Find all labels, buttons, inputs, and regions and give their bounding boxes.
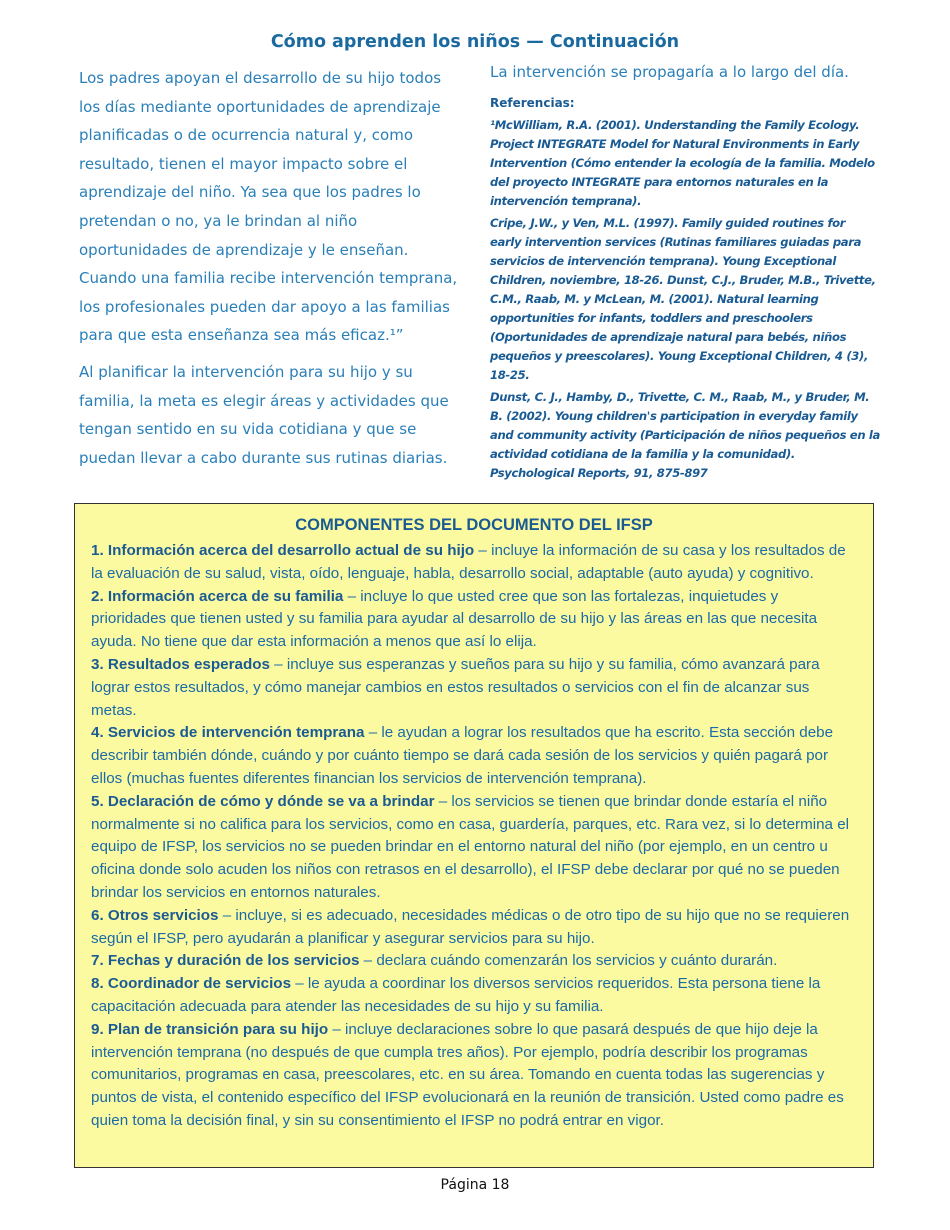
reference-item: Dunst, C. J., Hamby, D., Trivette, C. M., Raab, M., y Bruder, M. B. (2002). Young children's participation in everyday family and community activity (Participación de niños pequeños en la actividad cotidiana de la familia y la comunidad). Psychological Reports, 91, 875-897 (490, 390, 881, 480)
reference-item: Cripe, J.W., y Ven, M.L. (1997). Family guided routines for early intervention services (Rutinas familiares guiadas para servicios de intervención temprana). Young Exceptional Children, noviembre, 18-26. Dunst, C.J., Bruder, M.B., Trivette, C.M., Raab, M. y McLean, M. (2001). Natural learning opportunities for infants, toddlers and preschoolers (Oportunidades de aprendizaje natural para bebés, niños pequeños y preescolares). Young Exceptional Children, 4 (3), 18-25. (490, 216, 876, 382)
component-text: – le ayuda a coordinar los diversos servicios requeridos. Esta persona tiene la capacitación adecuada para atender las necesidades de su hijo y su familia. (91, 975, 821, 1015)
left-paragraph-1: Los padres apoyan el desarrollo de su hijo todos los días mediante oportunidades de aprendizaje planificadas o de ocurrencia natural y, como resultado, tienen el mayor impacto sobre el aprendizaje del niño. Ya sea que los padres lo pretendan o no, ya le brindan al niño oportunidades de aprendizaje y le enseñan. Cuando una familia recibe intervención temprana, los profesionales pueden dar apoyo a las familias para que esta enseñanza sea más eficaz.¹” (79, 69, 458, 345)
component-text: – incluye lo que usted cree que son las fortalezas, inquietudes y prioridades que tienen usted y su familia para ayudar al desarrollo de su hijo y las áreas en las que necesita ayuda. No tiene que dar esta información a menos que así lo elija. (91, 587, 818, 651)
page-number: Página 18 (440, 1177, 510, 1193)
component-text: – incluye, si es adecuado, necesidades médicas o de otro tipo de su hijo que no se requieren según el IFSP, pero ayudarán a planificar y asegurar servicios para su hijo. (91, 906, 850, 947)
component-text: – incluye la información de su casa y los resultados de la evaluación de su salud, vista, oído, lenguaje, habla, desarrollo social, adaptable (auto ayuda) y cognitivo. (91, 542, 846, 582)
component-text: – incluye declaraciones sobre lo que pasará después de que hijo deje la intervención temprana (no después de que cumpla tres años). Por ejemplo, podría describir los programas comunitarios, programas en casa, preescolares, etc. en su área. Tomando en cuenta todas las sugerencias y puntos de vista, el contenido específico del IFSP evolucionará en la reunión de transición. Usted como padre es quien toma la decisión final, y sin su consentimiento el IFSP no podrá entrar en vigor. (91, 1020, 844, 1129)
page-title: Cómo aprenden los niños — Continuación (270, 32, 680, 52)
references-heading: Referencias: (490, 96, 575, 110)
component-title: 6. Otros servicios (91, 906, 219, 924)
ifsp-components-box (74, 503, 874, 1168)
component-item (91, 586, 857, 654)
continuation-text: La intervención se propagaría a lo largo del día. (490, 63, 849, 81)
component-item (91, 654, 857, 722)
component-item (91, 950, 857, 973)
component-text: – le ayudan a lograr los resultados que ha escrito. Esta sección debe describir también dónde, cuándo y por cuánto tiempo se dará cada sesión de los servicios y quién pagará por ellos (muchas fuentes diferentes financian los servicios de intervención temprana). (91, 724, 834, 787)
component-title: 9. Plan de transición para su hijo (91, 1020, 329, 1038)
component-text: – incluye sus esperanzas y sueños para su hijo y su familia, cómo avanzará para lograr estos resultados, y cómo manejar cambios en estos resultados o servicios con el fin de alcanzar sus metas. (91, 655, 820, 719)
left-column (79, 64, 464, 480)
component-item (91, 540, 857, 586)
component-title: 2. Información acerca de su familia (91, 587, 344, 605)
reference-item: ¹McWilliam, R.A. (2001). Understanding the Family Ecology. Project INTEGRATE Model for Natural Environments in Early Intervention (Cómo entender la ecología de la familia. Modelo del proyecto INTEGRATE para entornos naturales en la intervención temprana). (490, 118, 875, 208)
components-box-title: COMPONENTES DEL DOCUMENTO DEL IFSP (295, 516, 653, 534)
components-list (91, 540, 857, 1133)
right-column (490, 60, 880, 486)
component-title: 1. Información acerca del desarrollo actual de su hijo (91, 542, 475, 559)
component-item (91, 973, 857, 1019)
component-item (91, 791, 857, 905)
component-text: – declara cuándo comenzarán los servicios y cuánto durarán. (359, 952, 778, 970)
component-item (91, 1019, 857, 1133)
component-title: 4. Servicios de intervención temprana (91, 724, 365, 742)
component-item (91, 905, 857, 951)
left-paragraph-2: Al planificar la intervención para su hijo y su familia, la meta es elegir áreas y actividades que tengan sentido en su vida cotidiana y que se puedan llevar a cabo durante sus rutinas diarias. (79, 362, 449, 467)
component-title: 8. Coordinador de servicios (91, 975, 292, 993)
component-item (91, 722, 857, 790)
component-title: 5. Declaración de cómo y dónde se va a brindar (91, 792, 435, 810)
component-text: – los servicios se tienen que brindar donde estaría el niño normalmente si no califica para los servicios, como en casa, guardería, parques, etc. Rara vez, si lo determina el equipo de IFSP, los servicios no se pueden brindar en el entorno natural del niño (por ejemplo, en un centro u oficina donde solo acuden los niños con retrasos en el desarrollo), el IFSP debe declarar por qué no se pueden brindar los servicios en entornos naturales. (91, 792, 850, 901)
component-title: 3. Resultados esperados (91, 655, 270, 673)
component-title: 7. Fechas y duración de los servicios (91, 952, 360, 970)
